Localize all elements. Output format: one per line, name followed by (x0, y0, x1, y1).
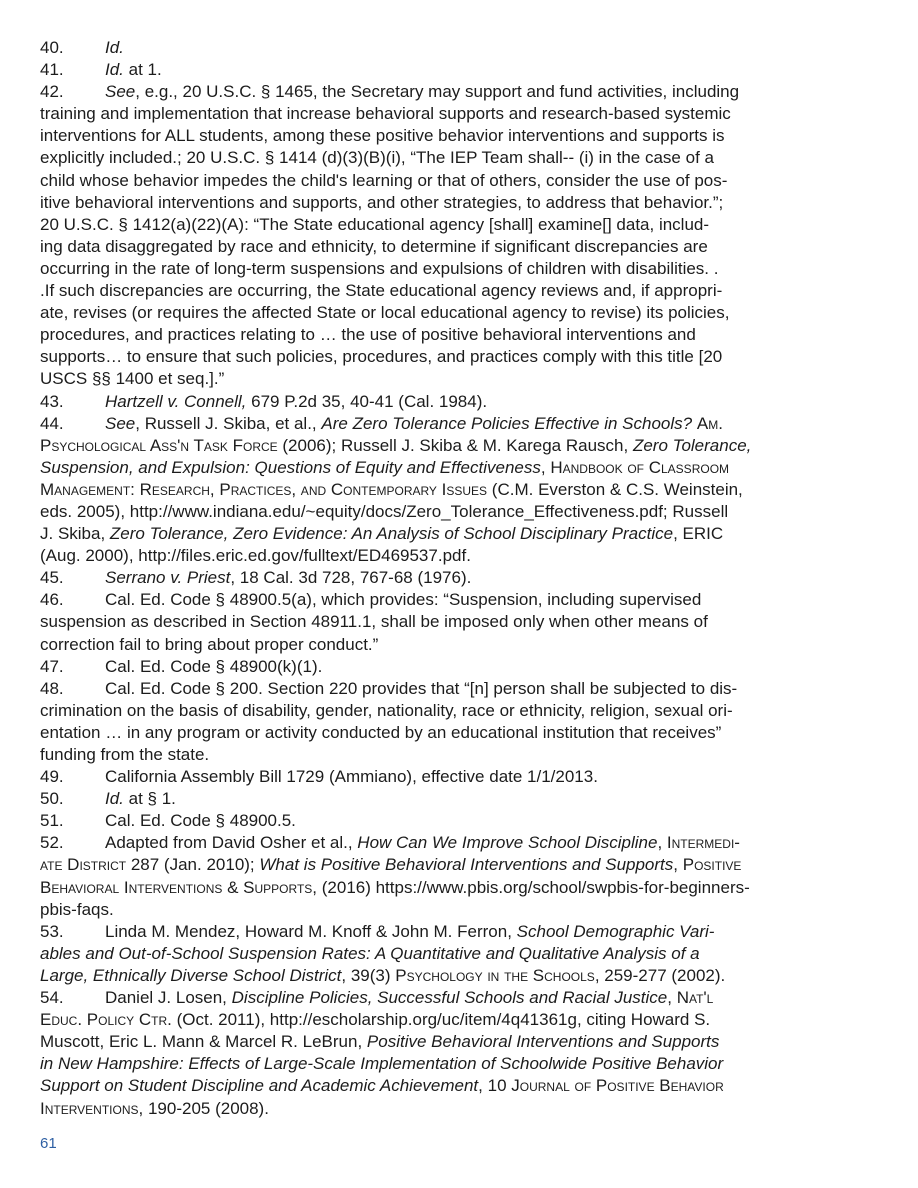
text-roman: , ERIC (673, 524, 724, 544)
text-italic: Large, Ethnically Diverse School District (40, 965, 342, 985)
footnote-line (40, 877, 890, 899)
text-roman: J. Skiba, (40, 524, 110, 544)
text-small-caps: Behavioral Interventions & Supports (40, 877, 313, 897)
text-small-caps: Psychology in the Schools (395, 965, 595, 985)
text-small-caps: Journal of Positive Behavior (511, 1076, 724, 1096)
footnote (40, 810, 890, 832)
footnote-line (40, 810, 890, 832)
text-roman: California Assembly Bill 1729 (Ammiano), effective date 1/1/2013. (105, 767, 598, 787)
text-roman: entation … in any program or activity conducted by an educational institution that receives” (40, 722, 722, 742)
footnote-line (40, 170, 890, 192)
footnote-number: 41. (40, 60, 64, 80)
text-roman: training and implementation that increase behavioral supports and research-based systemic (40, 104, 731, 124)
text-italic: See (105, 82, 136, 102)
footnote (40, 656, 890, 678)
footnote-line (40, 302, 890, 324)
footnote-line (40, 280, 890, 302)
text-roman: Cal. Ed. Code § 200. Section 220 provides that “[n] person shall be subjected to dis- (105, 678, 738, 698)
text-roman: funding from the state. (40, 745, 210, 764)
text-italic: Hartzell v. Connell, (105, 391, 247, 411)
text-small-caps: Interventions (40, 1098, 139, 1118)
footnote (40, 788, 890, 810)
text-roman: , (667, 988, 677, 1008)
text-italic: Positive Behavioral Interventions and Supports (366, 1032, 720, 1052)
text-small-caps: Educ. Policy Ctr. (40, 1010, 172, 1030)
footnote (40, 37, 890, 59)
text-roman: Daniel J. Losen, (105, 988, 232, 1008)
text-italic: School Demographic Vari- (516, 921, 715, 941)
text-roman: , (540, 457, 551, 477)
text-small-caps: ate District (40, 855, 127, 875)
text-roman: (Oct. 2011), http://escholarship.org/uc/item/4q41361g, citing Howard S. (171, 1010, 711, 1030)
text-small-caps: Am. (696, 413, 723, 433)
footnote (40, 678, 890, 766)
text-roman: , (673, 855, 683, 875)
footnote-line (40, 391, 890, 413)
footnote-line (40, 37, 890, 59)
footnote-line (40, 413, 890, 435)
footnote-line (40, 766, 890, 788)
text-italic: Discipline Policies, Successful Schools and Racial Justice (231, 988, 668, 1008)
footnote-number: 49. (40, 767, 64, 787)
footnote-line (40, 346, 890, 368)
text-italic: Are Zero Tolerance Policies Effective in Schools? (321, 413, 693, 433)
footnote-number: 47. (40, 656, 64, 676)
text-roman: itive behavioral interventions and supports, and other strategies, to address that behavior.”; (40, 192, 724, 212)
footnote-number: 46. (40, 590, 64, 610)
footnote-line (40, 722, 890, 744)
text-italic: How Can We Improve School Discipline (357, 833, 658, 853)
footnote-number: 48. (40, 678, 64, 698)
text-roman: , e.g., 20 U.S.C. § 1465, the Secretary may support and fund activities, including (135, 82, 740, 102)
text-roman: (2006); Russell J. Skiba & M. Karega Rausch, (277, 435, 633, 455)
footnote-line (40, 589, 890, 611)
footnote-line (40, 214, 890, 236)
text-small-caps: Intermedi- (666, 833, 740, 853)
footnote-line (40, 1053, 890, 1075)
footnote (40, 921, 890, 987)
text-roman: (C.M. Everston & C.S. Weinstein, (487, 479, 743, 499)
text-italic: Zero Tolerance, Zero Evidence: An Analysis of School Disciplinary Practice (109, 524, 674, 544)
footnote-line (40, 545, 890, 567)
text-roman: correction fail to bring about proper conduct.” (40, 634, 379, 654)
text-roman: , (2016) https://www.pbis.org/school/swpbis-for-beginners- (312, 877, 750, 897)
text-roman: Cal. Ed. Code § 48900.5. (105, 811, 296, 831)
footnote (40, 413, 890, 568)
footnote-number: 42. (40, 82, 64, 102)
footnote-line (40, 435, 890, 457)
text-roman: Muscott, Eric L. Mann & Marcel R. LeBrun, (40, 1032, 367, 1052)
text-roman: crimination on the basis of disability, gender, nationality, race or ethnicity, religion, sexual ori- (40, 700, 733, 720)
text-italic: Id. (105, 60, 124, 80)
text-italic: Id. (105, 38, 124, 57)
text-roman: Cal. Ed. Code § 48900(k)(1). (105, 656, 323, 676)
text-roman: USCS §§ 1400 et seq.].” (40, 369, 225, 389)
footnote-number: 54. (40, 988, 64, 1008)
footnote (40, 766, 890, 788)
text-italic: Id. (105, 789, 124, 809)
footnote-line (40, 147, 890, 169)
footnote-line (40, 567, 890, 589)
text-roman: suspension as described in Section 48911.1, shall be imposed only when other means of (40, 612, 708, 632)
footnote (40, 589, 890, 655)
text-roman: explicitly included.; 20 U.S.C. § 1414 (d)(3)(B)(i), “The IEP Team shall-- (i) in the case of a (40, 148, 714, 168)
footnote-line (40, 744, 890, 766)
text-roman: (Aug. 2000), http://files.eric.ed.gov/fulltext/ED469537.pdf. (40, 546, 471, 566)
footnote (40, 59, 890, 81)
footnote-line (40, 987, 890, 1009)
footnote (40, 391, 890, 413)
footnote-line (40, 1009, 890, 1031)
text-roman: Cal. Ed. Code § 48900.5(a), which provides: “Suspension, including supervised (105, 590, 702, 610)
footnote-line (40, 1098, 890, 1120)
text-roman: Adapted from David Osher et al., (105, 833, 358, 853)
text-roman: Linda M. Mendez, Howard M. Knoff & John M. Ferron, (105, 921, 517, 941)
text-italic: Support on Student Discipline and Academic Achievement (40, 1076, 479, 1096)
footnote-number: 52. (40, 833, 64, 853)
text-roman: supports… to ensure that such policies, procedures, and practices comply with this title [20 (40, 347, 723, 367)
text-roman: 20 U.S.C. § 1412(a)(22)(A): “The State educational agency [shall] examine[] data, includ- (40, 214, 710, 234)
footnote-line (40, 523, 890, 545)
footnote-line (40, 832, 890, 854)
text-roman: , (657, 833, 667, 853)
text-italic: Suspension, and Expulsion: Questions of Equity and Effectiveness (40, 457, 541, 477)
text-roman: 287 (Jan. 2010); (126, 855, 260, 875)
footnote-line (40, 700, 890, 722)
text-small-caps: Positive (682, 855, 742, 875)
text-italic: Zero Tolerance, (632, 435, 752, 455)
footnote (40, 987, 890, 1120)
footnote-line (40, 479, 890, 501)
text-roman: child whose behavior impedes the child's learning or that of others, consider the use of pos- (40, 170, 728, 190)
text-roman: , 39(3) (341, 965, 396, 985)
footnote-line (40, 656, 890, 678)
text-italic: See (105, 413, 136, 433)
text-roman: , 190-205 (2008). (138, 1098, 269, 1118)
footnote-line (40, 921, 890, 943)
text-italic: Serrano v. Priest (105, 568, 231, 588)
text-roman: at § 1. (123, 789, 176, 809)
text-italic: What is Positive Behavioral Interventions and Supports (259, 855, 674, 875)
text-italic: in New Hampshire: Effects of Large-Scale Implementation of Schoolwide Positive Behavior (40, 1054, 724, 1074)
footnote-line (40, 899, 890, 921)
text-roman: eds. 2005), http://www.indiana.edu/~equity/docs/Zero_Tolerance_Effectiveness.pdf; Russell (40, 501, 729, 521)
footnote-line (40, 59, 890, 81)
footnote-line (40, 236, 890, 258)
footnote-line (40, 634, 890, 656)
footnote (40, 832, 890, 920)
text-roman: , Russell J. Skiba, et al., (135, 413, 322, 433)
footnote-line (40, 854, 890, 876)
footnote (40, 81, 890, 390)
footnote-line (40, 943, 890, 965)
text-roman: procedures, and practices relating to … the use of positive behavioral interventions and (40, 325, 696, 345)
footnote-line (40, 1075, 890, 1097)
text-roman: interventions for ALL students, among these positive behavior interventions and supports is (40, 126, 725, 146)
footnote-number: 40. (40, 38, 64, 57)
text-italic: ables and Out-of-School Suspension Rates: A Quantitative and Qualitative Analysis of a (40, 943, 700, 963)
footnote-line (40, 258, 890, 280)
text-roman: at 1. (123, 60, 162, 80)
page-number: 61 (40, 1134, 57, 1152)
footnote-list (40, 37, 890, 1120)
footnote-line (40, 1031, 890, 1053)
footnote-line (40, 611, 890, 633)
text-roman: , 259-277 (2002). (594, 965, 726, 985)
footnote-number: 45. (40, 568, 64, 588)
footnote-line (40, 81, 890, 103)
footnote-line (40, 965, 890, 987)
footnote (40, 567, 890, 589)
footnote-number: 53. (40, 921, 64, 941)
footnote-line (40, 457, 890, 479)
footnote-line (40, 678, 890, 700)
footnote-line (40, 103, 890, 125)
footnote-line (40, 788, 890, 810)
footnote-line (40, 501, 890, 523)
text-roman: 679 P.2d 35, 40-41 (Cal. 1984). (246, 391, 488, 411)
text-small-caps: Handbook of Classroom (550, 457, 730, 477)
footnote-number: 50. (40, 789, 64, 809)
text-small-caps: Management: Research, Practices, and Contemporary Issues (40, 479, 488, 499)
text-roman: ate, revises (or requires the affected State or local educational agency to revise) its policies, (40, 303, 730, 323)
text-roman: .If such discrepancies are occurring, the State educational agency reviews and, if appropri- (40, 281, 723, 301)
text-roman: occurring in the rate of long-term suspensions and expulsions of children with disabilities. . (40, 258, 719, 278)
text-small-caps: Psychological Ass'n Task Force (40, 435, 278, 455)
footnote-number: 51. (40, 811, 64, 831)
text-roman: , 10 (478, 1076, 512, 1096)
footnote-number: 44. (40, 413, 64, 433)
text-small-caps: Nat'l (676, 988, 714, 1008)
footnote-number: 43. (40, 391, 64, 411)
footnote-line (40, 125, 890, 147)
text-roman: ing data disaggregated by race and ethnicity, to determine if significant discrepancies are (40, 236, 708, 256)
footnote-line (40, 324, 890, 346)
text-roman: pbis-faqs. (40, 899, 114, 919)
footnote-line (40, 368, 890, 390)
text-roman: , 18 Cal. 3d 728, 767-68 (1976). (230, 568, 472, 588)
footnote-line (40, 192, 890, 214)
